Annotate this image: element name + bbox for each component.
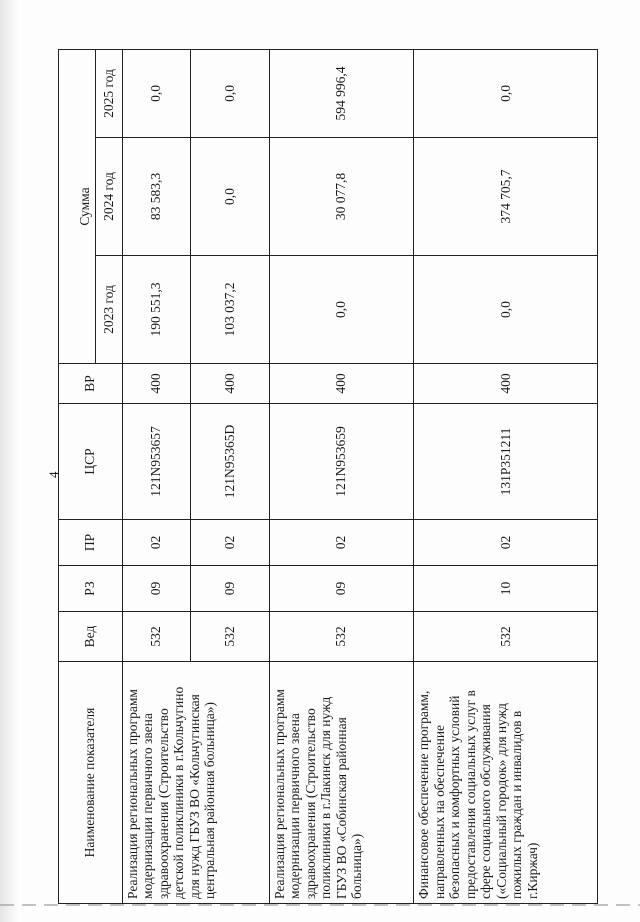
header-vr: ВР bbox=[59, 364, 123, 404]
cell-csr: 131P351211 bbox=[414, 404, 598, 520]
header-2024: 2024 год bbox=[95, 138, 122, 256]
cell-pr: 02 bbox=[269, 520, 414, 566]
cell-2025: 0,0 bbox=[414, 49, 598, 137]
header-rz: РЗ bbox=[59, 566, 123, 612]
cell-csr: 121N95365D bbox=[191, 404, 269, 520]
page-number: 4 bbox=[46, 471, 61, 478]
cell-vr: 400 bbox=[191, 364, 269, 404]
cell-vr: 400 bbox=[414, 364, 598, 404]
header-name: Наименование показателя bbox=[59, 662, 123, 904]
cell-pr: 02 bbox=[191, 520, 269, 566]
cell-2025: 0,0 bbox=[191, 49, 269, 137]
cell-2024: 0,0 bbox=[191, 138, 269, 256]
table-row bbox=[269, 49, 414, 903]
row-name: Реализация региональных программ модернизации первичного звена здравоохранения (Строительство детской поликлиники в г.Кольчугино для нужд ГБУЗ ВО «Кольчугинская центральная районная больница») bbox=[122, 662, 269, 904]
cell-2024: 83 583,3 bbox=[122, 138, 191, 256]
cell-2025: 0,0 bbox=[122, 49, 191, 137]
cell-pr: 02 bbox=[122, 520, 191, 566]
cell-2023: 0,0 bbox=[414, 256, 598, 364]
cell-ved: 532 bbox=[269, 612, 414, 662]
cell-rz: 09 bbox=[269, 566, 414, 612]
cell-2025: 594 996,4 bbox=[269, 49, 414, 137]
cell-2023: 103 037,2 bbox=[191, 256, 269, 364]
cell-ved: 532 bbox=[191, 612, 269, 662]
table-row bbox=[414, 49, 598, 903]
row-name: Реализация региональных программ модернизации первичного звена здравоохранения (Строительство поликлиники в г.Лакинск для нужд ГБУЗ ВО «Собинская районная больница») bbox=[269, 662, 414, 904]
cell-csr: 121N953657 bbox=[122, 404, 191, 520]
cell-pr: 02 bbox=[414, 520, 598, 566]
cell-vr: 400 bbox=[122, 364, 191, 404]
row-name: Финансовое обеспечение программ, направленных на обеспечение безопасных и комфортных условий предоставления социальных услуг в сфере социального обслуживания («Социальный городок» для нужд пожилых граждан и инвалидов в г.Киржач) bbox=[414, 662, 598, 904]
cell-csr: 121N953659 bbox=[269, 404, 414, 520]
cell-2024: 30 077,8 bbox=[269, 138, 414, 256]
header-pr: ПР bbox=[59, 520, 123, 566]
cell-2024: 374 705,7 bbox=[414, 138, 598, 256]
header-2025: 2025 год bbox=[95, 49, 122, 137]
header-row bbox=[59, 49, 96, 903]
cell-2023: 0,0 bbox=[269, 256, 414, 364]
header-csr: ЦСР bbox=[59, 404, 123, 520]
header-ved: Вед bbox=[59, 612, 123, 662]
scan-artifact-line bbox=[0, 904, 640, 906]
header-sum: Сумма bbox=[59, 49, 96, 363]
budget-table bbox=[58, 49, 598, 904]
cell-rz: 10 bbox=[414, 566, 598, 612]
cell-ved: 532 bbox=[414, 612, 598, 662]
cell-rz: 09 bbox=[122, 566, 191, 612]
table-row bbox=[122, 49, 191, 903]
cell-2023: 190 551,3 bbox=[122, 256, 191, 364]
cell-rz: 09 bbox=[191, 566, 269, 612]
cell-ved: 532 bbox=[122, 612, 191, 662]
cell-vr: 400 bbox=[269, 364, 414, 404]
header-2023: 2023 год bbox=[95, 256, 122, 364]
